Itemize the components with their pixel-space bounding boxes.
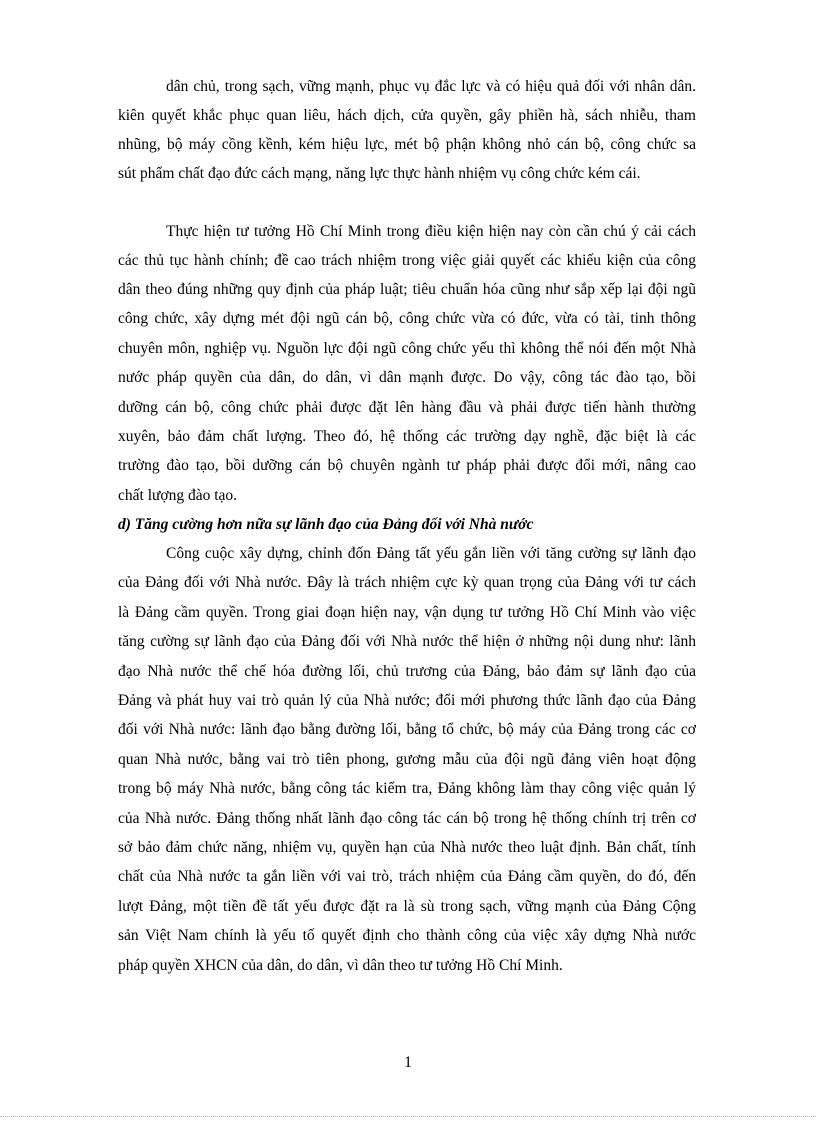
section-paragraph-line-15: pháp quyền XHCN của dân, do dân, vì dân theo tư tưởng Hồ Chí Minh.	[118, 957, 563, 974]
paragraph-2-line-5: chuyên môn, nghiệp vụ. Nguồn lực đội ngũ công chức yếu thì không thể nói đến một Nhà	[118, 340, 696, 357]
paragraph-2-line-10: chất lượng đào tạo.	[118, 487, 238, 504]
paragraph-1-line-2: kiên quyết khắc phục quan liêu, hách dịch, cửa quyền, gây phiền hà, sách nhiễu, tham	[118, 107, 696, 124]
page-boundary-divider	[0, 1116, 816, 1117]
section-paragraph-line-4: tăng cường sự lãnh đạo của Đảng đối với Nhà nước thể hiện ở những nội dung như: lãnh	[118, 633, 696, 650]
paragraph-1-line-3: nhũng, bộ máy cồng kềnh, kém hiệu lực, mét bộ phận không nhỏ cán bộ, công chức sa	[118, 136, 696, 153]
paragraph-2-line-4: công chức, xây dựng mét đội ngũ cán bộ, công chức vừa có đức, vừa có tài, tinh thông	[118, 310, 696, 327]
page-number: 1	[404, 1054, 412, 1071]
section-paragraph-line-6: Đảng và phát huy vai trò quản lý của Nhà nước; đổi mới phương thức lãnh đạo của Đảng	[118, 692, 696, 709]
section-paragraph-line-5: đạo Nhà nước thể chế hóa đường lối, chủ trương của Đảng, bảo đảm sự lãnh đạo của	[118, 663, 696, 680]
paragraph-2-line-9: trường đào tạo, bồi dưỡng cán bộ chuyên ngành tư pháp phải được đổi mới, nâng cao	[118, 457, 696, 474]
section-paragraph-line-14: sản Việt Nam chính là yếu tố quyết định cho thành công của việc xây dựng Nhà nước	[118, 927, 696, 944]
paragraph-2-line-3: dân theo đúng những quy định của pháp luật; tiêu chuẩn hóa cũng như sắp xếp lại đội ngũ	[118, 281, 696, 298]
paragraph-2-line-7: dưỡng cán bộ, công chức phải được đặt lên hàng đầu và phải được tiến hành thường	[118, 399, 696, 416]
paragraph-2-line-8: xuyên, bảo đảm chất lượng. Theo đó, hệ thống các trường dạy nghề, đặc biệt là các	[118, 428, 696, 445]
section-paragraph-line-9: trong bộ máy Nhà nước, bằng công tác kiểm tra, Đảng không làm thay công việc quản lý	[118, 780, 696, 797]
section-paragraph-line-7: đối với Nhà nước: lãnh đạo bằng đường lối, bằng tổ chức, bộ máy của Đảng trong các cơ	[118, 721, 696, 738]
section-paragraph-line-1: Công cuộc xây dựng, chỉnh đốn Đảng tất yếu gắn liền với tăng cường sự lãnh đạo	[166, 545, 696, 562]
section-paragraph-line-12: chất của Nhà nước ta gắn liền với vai trò, trách nhiệm của Đảng cầm quyền, do đó, đến	[118, 868, 696, 885]
paragraph-1-line-1: dân chủ, trong sạch, vững mạnh, phục vụ đắc lực và có hiệu quả đối với nhân dân.	[166, 78, 696, 95]
section-paragraph-line-10: của Nhà nước. Đảng thống nhất lãnh đạo công tác cán bộ trong hệ thống chính trị trên cơ	[118, 810, 696, 827]
section-paragraph-line-11: sở bảo đảm chức năng, nhiệm vụ, quyền hạn của Nhà nước theo luật định. Bản chất, tính	[118, 839, 696, 856]
paragraph-1-line-4: sút phẩm chất đạo đức cách mạng, năng lực thực hành nhiệm vụ công chức kém cái.	[118, 165, 641, 182]
paragraph-2-line-6: nước pháp quyền của dân, do dân, vì dân mạnh được. Do vậy, công tác đào tạo, bồi	[118, 369, 696, 386]
section-paragraph-line-13: lượt Đảng, một tiền đề tất yếu được đặt ra là sù trong sạch, vững mạnh của Đảng Cộng	[118, 898, 696, 915]
section-paragraph-line-8: quan Nhà nước, bằng vai trò tiên phong, gương mẫu của đội ngũ đảng viên hoạt động	[118, 751, 696, 768]
section-heading: d) Tăng cường hơn nữa sự lãnh đạo của Đảng đối với Nhà nước	[118, 516, 534, 533]
section-paragraph-line-2: của Đảng đối với Nhà nước. Đây là trách nhiệm cực kỳ quan trọng của Đảng với tư cách	[118, 574, 696, 591]
paragraph-2-line-1: Thực hiện tư tưởng Hồ Chí Minh trong điều kiện hiện nay còn cần chú ý cải cách	[166, 223, 696, 240]
section-paragraph-line-3: là Đảng cầm quyền. Trong giai đoạn hiện nay, vận dụng tư tưởng Hồ Chí Minh vào việc	[118, 604, 696, 621]
paragraph-2-line-2: các thủ tục hành chính; đề cao trách nhiệm trong việc giải quyết các khiếu kiện của công	[118, 252, 696, 269]
